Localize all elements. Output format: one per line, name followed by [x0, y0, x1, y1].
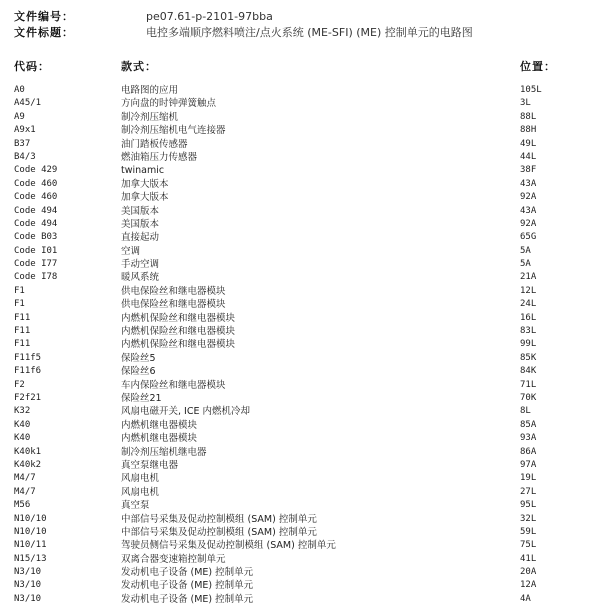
row-code: F11f6: [14, 366, 42, 377]
table-row: [0, 164, 600, 177]
row-location: 92A: [520, 218, 537, 229]
row-location: 43A: [520, 205, 537, 216]
row-type: 美国版本: [121, 218, 160, 230]
row-location: 88H: [520, 125, 537, 136]
table-row: [0, 124, 600, 137]
table-row: [0, 218, 600, 231]
row-code: N15/13: [14, 553, 47, 564]
row-code: Code 460: [14, 178, 58, 189]
row-location: 70K: [520, 392, 537, 403]
table-row: [0, 325, 600, 338]
row-code: N3/10: [14, 567, 42, 578]
row-code: K40k2: [14, 459, 42, 470]
row-location: 97A: [520, 459, 537, 470]
row-code: K40: [14, 419, 31, 430]
row-code: A9x1: [14, 125, 36, 136]
table-row: [0, 191, 600, 204]
row-code: F1: [14, 285, 25, 296]
row-location: 3L: [520, 98, 531, 109]
row-location: 16L: [520, 312, 537, 323]
row-type: 中部信号采集及促动控制模组 (SAM) 控制单元: [121, 513, 317, 525]
row-code: Code I78: [14, 272, 58, 283]
table-row: [0, 392, 600, 405]
row-type: 暖风系统: [121, 272, 160, 284]
row-location: 86A: [520, 446, 537, 457]
table-row: [0, 111, 600, 124]
table-row: [0, 271, 600, 284]
row-code: A9: [14, 111, 25, 122]
row-code: F11: [14, 339, 31, 350]
row-code: F2f21: [14, 392, 42, 403]
row-code: N10/11: [14, 540, 47, 551]
table-row: [0, 593, 600, 606]
row-location: 38F: [520, 165, 537, 176]
doc-number-label: 文件编号：: [14, 10, 74, 23]
row-location: 92A: [520, 192, 537, 203]
row-code: K40k1: [14, 446, 42, 457]
row-code: M56: [14, 500, 31, 511]
row-code: N10/10: [14, 526, 47, 537]
row-code: K32: [14, 406, 31, 417]
row-code: F11f5: [14, 352, 42, 363]
row-type: 驾驶员侧信号采集及促动控制模组 (SAM) 控制单元: [121, 540, 336, 552]
row-code: A45/1: [14, 98, 42, 109]
row-type: 发动机电子设备 (ME) 控制单元: [121, 580, 254, 592]
row-type: 内燃机保险丝和继电器模块: [121, 326, 236, 338]
doc-title-label: 文件标题：: [14, 26, 74, 39]
table-row: [0, 432, 600, 445]
row-code: Code 494: [14, 205, 58, 216]
row-type: 风扇电机: [121, 473, 160, 485]
table-row: [0, 513, 600, 526]
row-code: Code B03: [14, 232, 58, 243]
row-location: 105L: [520, 85, 542, 95]
table-row: [0, 352, 600, 365]
row-location: 71L: [520, 379, 537, 390]
row-location: 75L: [520, 540, 537, 551]
row-location: 5A: [520, 259, 531, 270]
row-type: 发动机电子设备 (ME) 控制单元: [121, 567, 254, 579]
row-type: 电路图的应用: [121, 85, 179, 96]
row-code: K40: [14, 433, 31, 444]
row-type: 真空泵: [121, 500, 150, 512]
table-row: [0, 459, 600, 472]
row-type: 保险丝6: [121, 366, 156, 378]
table-row: [0, 84, 600, 97]
row-code: N3/10: [14, 580, 42, 591]
row-type: 内燃机保险丝和继电器模块: [121, 312, 236, 324]
row-location: 65G: [520, 232, 537, 243]
row-type: 美国版本: [121, 205, 160, 217]
table-row: [0, 138, 600, 151]
table-row: [0, 419, 600, 432]
row-type: 发动机电子设备 (ME) 控制单元: [121, 593, 254, 605]
row-location: 84K: [520, 366, 537, 377]
row-code: N3/10: [14, 593, 42, 604]
table-row: [0, 258, 600, 271]
row-location: 12L: [520, 285, 537, 296]
row-location: 20A: [520, 567, 537, 578]
column-header-code: 代码：: [14, 60, 50, 73]
row-type: 空调: [121, 245, 141, 257]
table-row: [0, 285, 600, 298]
row-type: 制冷剂压缩机电气连接器: [121, 125, 226, 137]
row-code: F11: [14, 312, 31, 323]
row-code: B37: [14, 138, 31, 149]
row-code: Code 494: [14, 218, 58, 229]
column-header-type: 款式：: [121, 60, 157, 73]
row-type: 风扇电磁开关, ICE 内燃机冷却: [121, 406, 250, 418]
table-row: [0, 245, 600, 258]
row-location: 85A: [520, 419, 537, 430]
row-location: 99L: [520, 339, 537, 350]
table-row: [0, 579, 600, 592]
row-type: 双离合器变速箱控制单元: [121, 553, 226, 565]
row-location: 21A: [520, 272, 537, 283]
row-type: 真空泵继电器: [121, 459, 179, 471]
row-code: B4/3: [14, 151, 36, 162]
row-location: 43A: [520, 178, 537, 189]
table-row: [0, 553, 600, 566]
row-location: 19L: [520, 473, 537, 484]
row-type: 燃油箱压力传感器: [121, 151, 198, 163]
row-type: 车内保险丝和继电器模块: [121, 379, 226, 391]
row-code: Code I77: [14, 259, 58, 270]
row-location: 12A: [520, 580, 537, 591]
row-code: F1: [14, 299, 25, 310]
row-type: 加拿大版本: [121, 192, 169, 204]
row-location: 32L: [520, 513, 537, 524]
row-location: 49L: [520, 138, 537, 149]
table-row: [0, 539, 600, 552]
table-row: [0, 298, 600, 311]
row-location: 59L: [520, 526, 537, 537]
row-code: Code 460: [14, 192, 58, 203]
component-table: [0, 84, 600, 606]
table-row: [0, 379, 600, 392]
row-code: F2: [14, 379, 25, 390]
row-location: 24L: [520, 299, 537, 310]
row-code: F11: [14, 326, 31, 337]
row-code: N10/10: [14, 513, 47, 524]
row-location: 83L: [520, 326, 537, 337]
row-type: 内燃机保险丝和继电器模块: [121, 339, 236, 351]
column-header-location: 位置：: [520, 60, 556, 73]
row-type: 风扇电机: [121, 486, 160, 498]
row-location: 93A: [520, 433, 537, 444]
row-location: 88L: [520, 111, 537, 122]
row-location: 5A: [520, 245, 531, 256]
row-location: 27L: [520, 486, 537, 497]
row-type: 加拿大版本: [121, 178, 169, 190]
row-type: 内燃机继电器模块: [121, 433, 198, 445]
row-type: 方向盘的时钟弹簧触点: [121, 98, 217, 110]
row-location: 95L: [520, 500, 537, 511]
table-row: [0, 365, 600, 378]
row-type: 制冷剂压缩机继电器: [121, 446, 207, 458]
row-type: 供电保险丝和继电器模块: [121, 285, 226, 297]
table-row: [0, 486, 600, 499]
row-type: 保险丝21: [121, 392, 162, 404]
table-row: [0, 151, 600, 164]
table-row: [0, 526, 600, 539]
row-type: 供电保险丝和继电器模块: [121, 299, 226, 311]
row-code: M4/7: [14, 473, 36, 484]
row-type: 内燃机继电器模块: [121, 419, 198, 431]
row-type: 手动空调: [121, 259, 160, 271]
table-row: [0, 178, 600, 191]
row-code: A0: [14, 85, 25, 95]
table-row: [0, 566, 600, 579]
row-type: 保险丝5: [121, 352, 156, 364]
row-type: 油门踏板传感器: [121, 138, 188, 150]
row-type: 制冷剂压缩机: [121, 111, 179, 123]
table-row: [0, 231, 600, 244]
row-location: 44L: [520, 151, 537, 162]
doc-number-value: pe07.61-p-2101-97bba: [146, 10, 273, 23]
row-location: 4A: [520, 593, 531, 604]
row-type: 直接起动: [121, 232, 160, 244]
row-code: M4/7: [14, 486, 36, 497]
row-location: 85K: [520, 352, 537, 363]
table-row: [0, 338, 600, 351]
row-type: twinamic: [121, 165, 165, 177]
table-row: [0, 97, 600, 110]
row-location: 8L: [520, 406, 531, 417]
table-row: [0, 446, 600, 459]
table-row: [0, 472, 600, 485]
row-location: 41L: [520, 553, 537, 564]
table-row: [0, 312, 600, 325]
table-row: [0, 499, 600, 512]
table-row: [0, 405, 600, 418]
row-type: 中部信号采集及促动控制模组 (SAM) 控制单元: [121, 526, 317, 538]
table-row: [0, 205, 600, 218]
row-code: Code I01: [14, 245, 58, 256]
row-code: Code 429: [14, 165, 58, 176]
doc-title-value: 电控多端顺序燃料喷注/点火系统 (ME-SFI) (ME) 控制单元的电路图: [146, 26, 473, 39]
